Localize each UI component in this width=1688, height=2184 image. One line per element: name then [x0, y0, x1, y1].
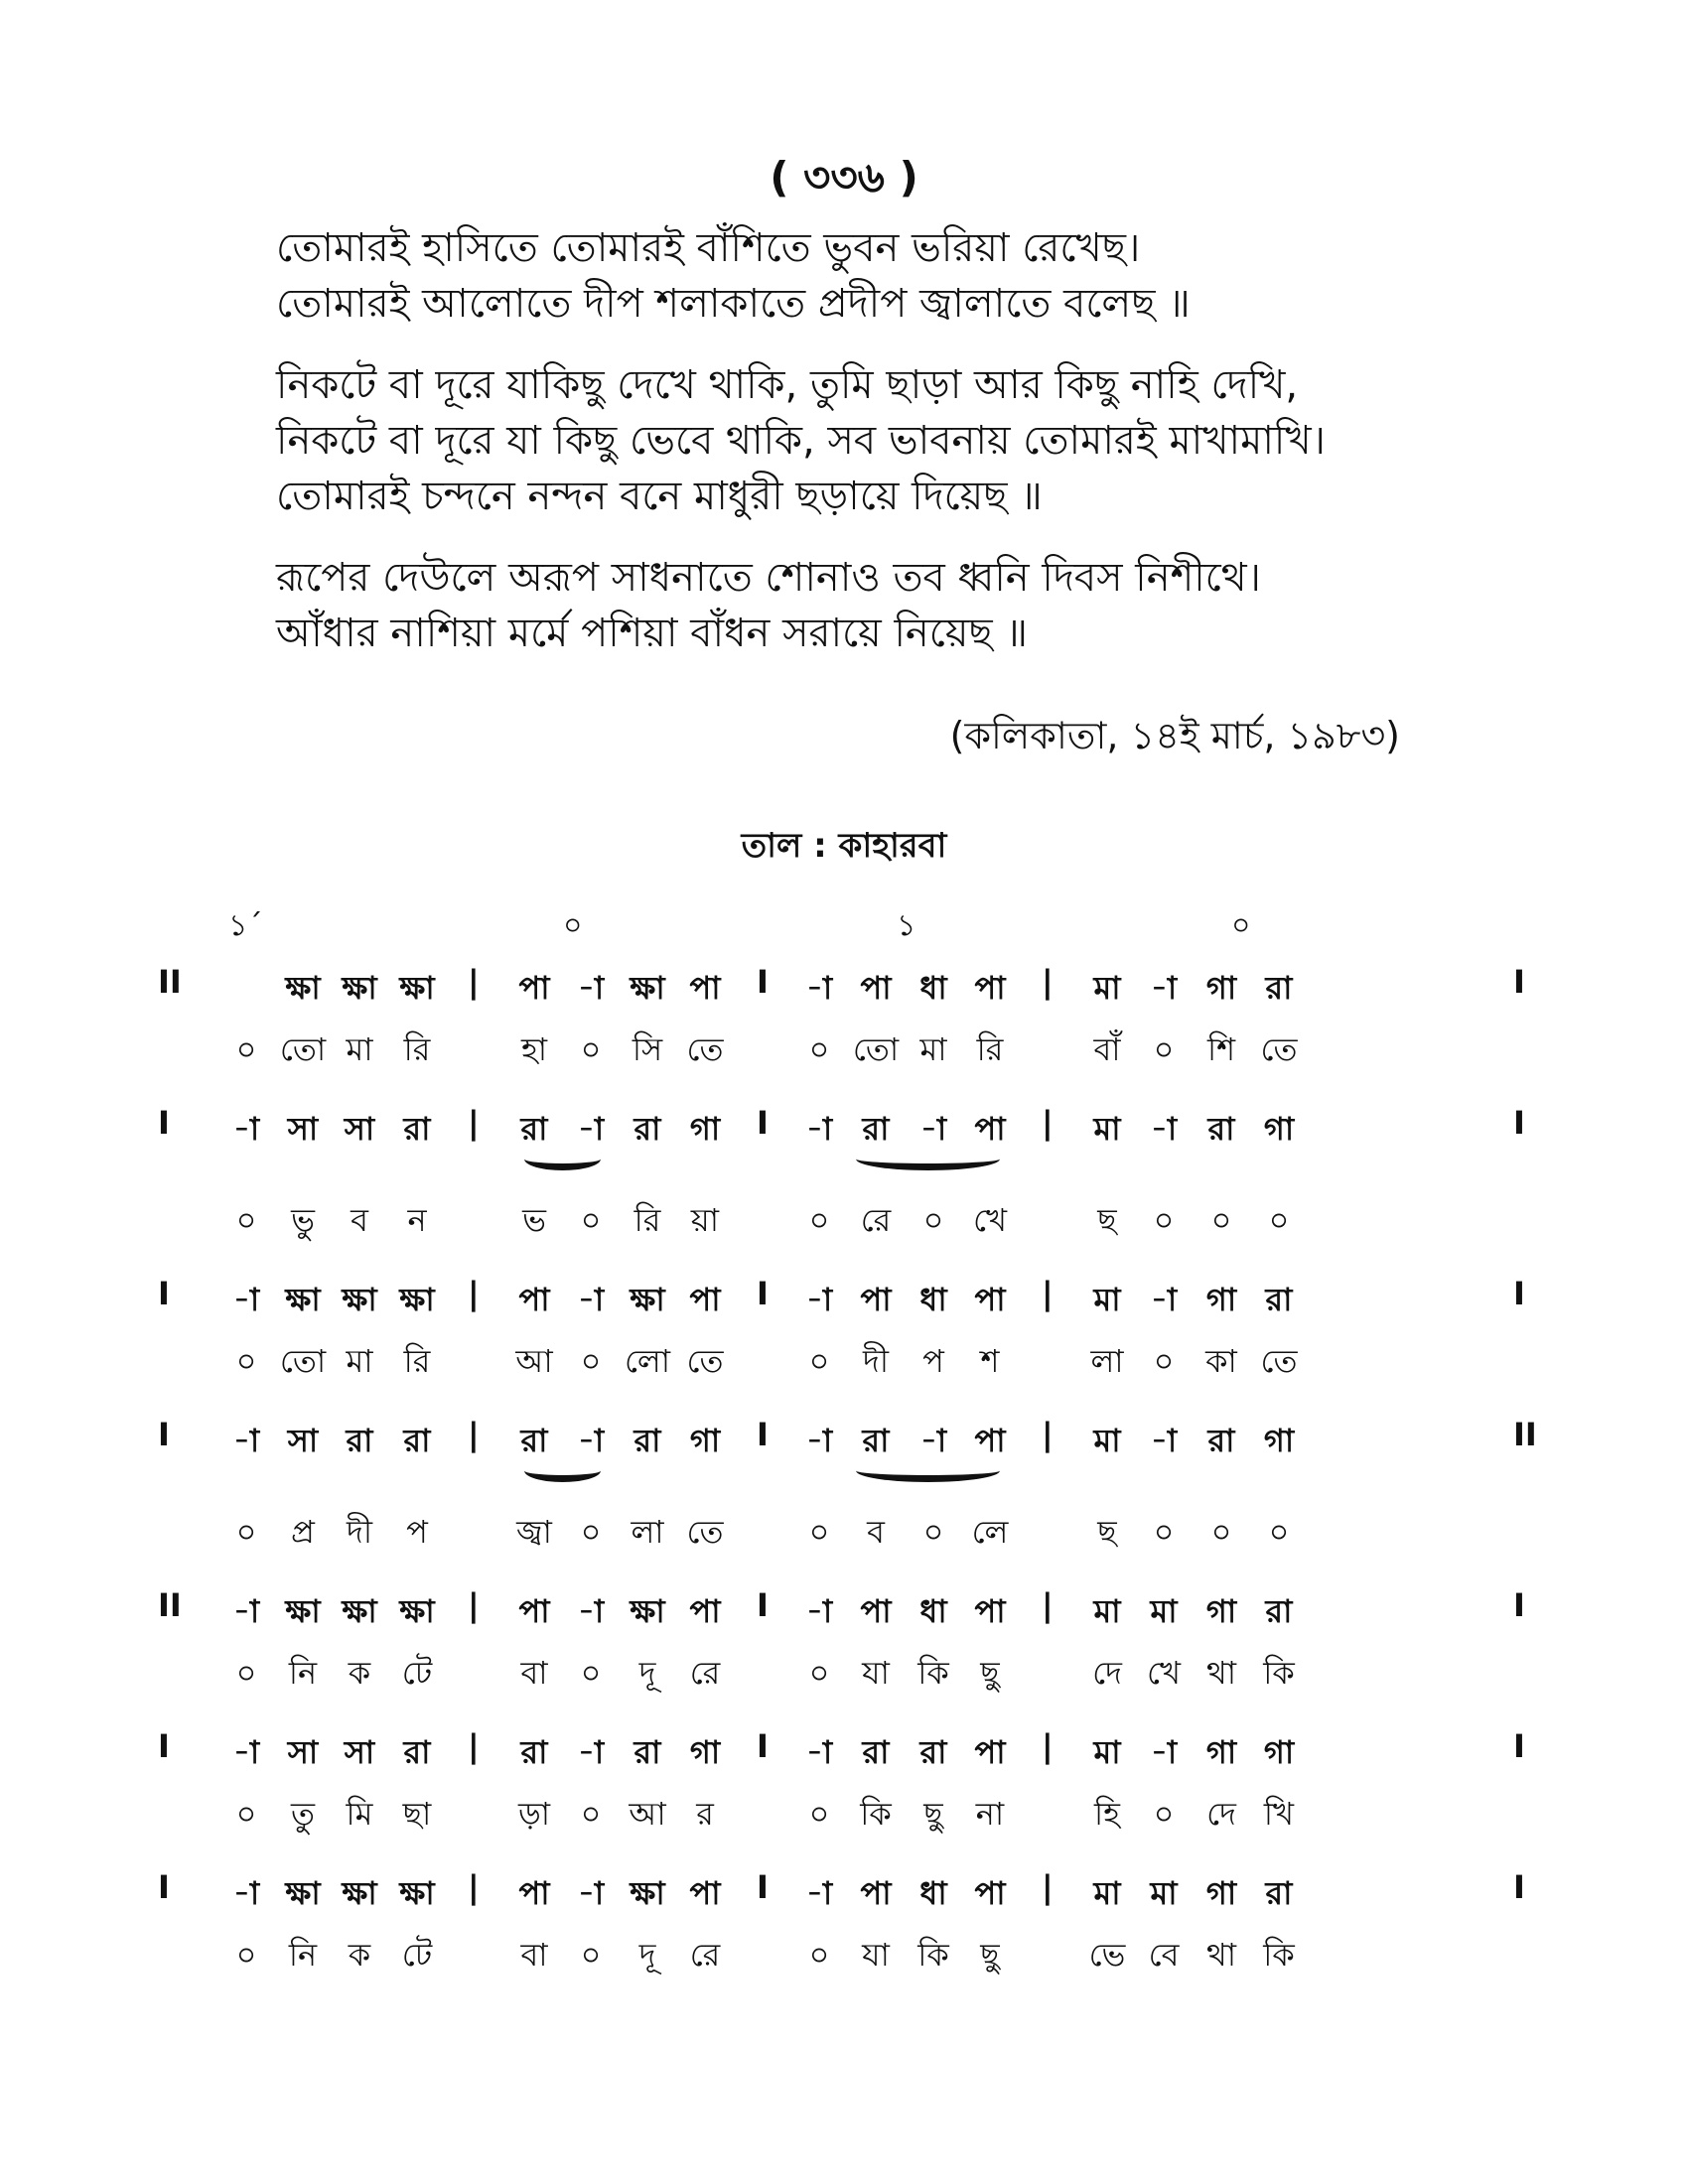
syllable-cell: রি: [976, 1030, 1004, 1068]
syllable-cell: ব: [867, 1513, 885, 1551]
lyrics-block: [276, 220, 1547, 687]
note-cell: পা: [689, 969, 721, 1007]
syllable-cell: ছ: [1097, 1201, 1117, 1239]
slur-mark: [524, 1459, 601, 1482]
syllable-cell: ০: [808, 1342, 830, 1380]
syllable-cell: প্র: [291, 1513, 315, 1551]
swara-row: [0, 1275, 1688, 1336]
word-row: [0, 1789, 1688, 1850]
swara-row: [0, 1416, 1688, 1507]
syllable-cell: সি: [632, 1030, 663, 1068]
note-cell: পা: [974, 1733, 1006, 1771]
note-cell: মা: [1150, 1874, 1178, 1912]
syllable-cell: বাঁ: [1093, 1030, 1121, 1068]
barline-left: I: [158, 1416, 170, 1453]
syllable-cell: রি: [633, 1201, 661, 1239]
syllable-cell: ০: [580, 1936, 602, 1974]
note-cell: মা: [1150, 1592, 1178, 1630]
syllable-cell: রি: [403, 1030, 431, 1068]
note-cell: -া: [232, 1733, 260, 1771]
syllable-cell: ০: [1153, 1030, 1175, 1068]
note-cell: ক্ষা: [630, 1874, 665, 1912]
note-cell: রা: [862, 1422, 890, 1459]
barline-left: II: [158, 963, 182, 1001]
note-cell: ক্ষা: [285, 1281, 321, 1318]
slur-mark: [856, 1148, 1000, 1170]
barline-right: I: [1513, 963, 1525, 1001]
division-bar: |: [1042, 1104, 1054, 1142]
syllable-cell: রে: [689, 1936, 721, 1974]
syllable-cell: ০: [235, 1936, 257, 1974]
lyric-line: তোমারই চন্দনে নন্দন বনে মাধুরী ছড়ায়ে দিয়েছ ॥: [276, 474, 1043, 519]
syllable-cell: ০: [808, 1654, 830, 1692]
syllable-cell: দূ: [638, 1654, 656, 1692]
barline-right: I: [1513, 1586, 1525, 1624]
slur-mark: [524, 1148, 601, 1170]
note-cell: ক্ষা: [399, 1281, 435, 1318]
note-cell: রা: [520, 1110, 548, 1148]
syllable-cell: দে: [1092, 1654, 1122, 1692]
beat-mark: ০: [563, 908, 583, 943]
note-cell: রা: [1265, 1874, 1293, 1912]
syllable-cell: ০: [580, 1513, 602, 1551]
syllable-cell: মা: [919, 1030, 947, 1068]
lyric-line: তোমারই হাসিতে তোমারই বাঁশিতে ভুবন ভরিয়া রেখেছ।: [276, 225, 1141, 271]
syllable-cell: দী: [863, 1342, 889, 1380]
note-cell: -া: [232, 1592, 260, 1630]
note-cell: -া: [1150, 969, 1178, 1007]
lyric-line: নিকটে বা দূরে যাকিছু দেখে থাকি, তুমি ছাড়া আর কিছু নাহি দেখি,: [276, 362, 1299, 408]
word-row: [0, 1024, 1688, 1086]
barline-right: I: [1513, 1275, 1525, 1312]
note-cell: ক্ষা: [285, 1592, 321, 1630]
note-cell: মা: [1093, 1592, 1121, 1630]
syllable-cell: ০: [808, 1030, 830, 1068]
syllable-cell: বে: [1148, 1936, 1180, 1974]
word-row: [0, 1507, 1688, 1569]
barline-left: I: [158, 1868, 170, 1906]
syllable-cell: ০: [580, 1795, 602, 1833]
swara-row: [0, 1586, 1688, 1648]
syllable-cell: রি: [403, 1342, 431, 1380]
dateline: (কলিকাতা, ১৪ই মার্চ, ১৯৮৩): [949, 714, 1400, 757]
note-cell: ক্ষা: [399, 1874, 435, 1912]
note-cell: -া: [1150, 1110, 1178, 1148]
note-cell: গা: [1263, 1733, 1295, 1771]
syllable-cell: ০: [922, 1513, 944, 1551]
syllable-cell: ০: [1153, 1342, 1175, 1380]
barline-left: II: [158, 1586, 182, 1624]
note-cell: রা: [1265, 1281, 1293, 1318]
note-cell: -া: [805, 1422, 833, 1459]
syllable-cell: প: [922, 1342, 944, 1380]
note-cell: ধা: [919, 1281, 947, 1318]
note-cell: সা: [344, 1733, 375, 1771]
note-cell: পা: [518, 1874, 550, 1912]
word-row: [0, 1195, 1688, 1257]
taal-heading: তাল : কাহারবা: [741, 826, 947, 866]
word-row: [0, 1648, 1688, 1709]
swara-row: [0, 1727, 1688, 1789]
note-cell: -া: [805, 1592, 833, 1630]
syllable-cell: টে: [401, 1936, 433, 1974]
barline-right: I: [1513, 1727, 1525, 1765]
syllable-cell: লা: [631, 1513, 664, 1551]
syllable-cell: ০: [1153, 1201, 1175, 1239]
note-cell: ক্ষা: [630, 969, 665, 1007]
lyric-line: আঁধার নাশিয়া মর্মে পশিয়া বাঁধন সরায়ে নিয়েছ ॥: [276, 611, 1028, 656]
syllable-cell: রে: [860, 1201, 892, 1239]
note-cell: ক্ষা: [285, 969, 321, 1007]
syllable-cell: ০: [1153, 1795, 1175, 1833]
note-cell: রা: [520, 1422, 548, 1459]
syllable-cell: আ: [515, 1342, 553, 1380]
syllable-cell: ক: [348, 1654, 371, 1692]
note-cell: -া: [805, 969, 833, 1007]
division-bar: I: [757, 1727, 769, 1765]
lyric-line: রূপের দেউলে অরূপ সাধনাতে শোনাও তব ধ্বনি দিবস নিশীথে।: [276, 555, 1261, 601]
syllable-cell: তে: [686, 1030, 724, 1068]
barline-left: I: [158, 1727, 170, 1765]
note-cell: -া: [919, 1422, 947, 1459]
note-cell: মা: [1093, 1110, 1121, 1148]
syllable-cell: তো: [852, 1030, 900, 1068]
syllable-cell: তে: [686, 1342, 724, 1380]
syllable-cell: টে: [401, 1654, 433, 1692]
note-cell: গা: [689, 1110, 721, 1148]
syllable-cell: ০: [1268, 1201, 1290, 1239]
note-cell: পা: [860, 1592, 892, 1630]
syllable-cell: তে: [686, 1513, 724, 1551]
note-cell: রা: [633, 1733, 661, 1771]
note-cell: পা: [974, 1422, 1006, 1459]
swara-row: [0, 1104, 1688, 1195]
note-cell: -া: [232, 1874, 260, 1912]
note-cell: রা: [919, 1733, 947, 1771]
swara-row: [0, 1868, 1688, 1930]
syllable-cell: কি: [1263, 1936, 1295, 1974]
notation-table: [0, 963, 1688, 2009]
division-bar: |: [468, 1104, 480, 1142]
syllable-cell: বা: [520, 1654, 548, 1692]
note-cell: রা: [1207, 1110, 1235, 1148]
lyric-stanza: [276, 550, 1547, 661]
syllable-cell: য়া: [690, 1201, 720, 1239]
note-cell: -া: [577, 1422, 605, 1459]
note-cell: রা: [520, 1733, 548, 1771]
syllable-cell: তো: [279, 1030, 327, 1068]
division-bar: I: [757, 1416, 769, 1453]
division-bar: I: [757, 1104, 769, 1142]
syllable-cell: বা: [520, 1936, 548, 1974]
syllable-cell: থা: [1205, 1936, 1236, 1974]
lyric-stanza: [276, 357, 1547, 524]
note-cell: মা: [1093, 1422, 1121, 1459]
note-cell: রা: [862, 1110, 890, 1148]
syllable-cell: ০: [235, 1513, 257, 1551]
note-cell: পা: [974, 1281, 1006, 1318]
syllable-cell: মা: [346, 1030, 373, 1068]
note-cell: -া: [577, 1110, 605, 1148]
syllable-cell: তে: [1260, 1030, 1298, 1068]
note-cell: ক্ষা: [342, 969, 377, 1007]
note-cell: রা: [862, 1733, 890, 1771]
note-cell: রা: [346, 1422, 373, 1459]
note-cell: ক্ষা: [342, 1281, 377, 1318]
note-cell: -া: [232, 1422, 260, 1459]
syllable-cell: থা: [1205, 1654, 1236, 1692]
syllable-cell: ভে: [1088, 1936, 1126, 1974]
syllable-cell: লে: [971, 1513, 1009, 1551]
note-cell: -া: [232, 1281, 260, 1318]
syllable-cell: লো: [624, 1342, 671, 1380]
syllable-cell: ছ: [1097, 1513, 1117, 1551]
division-bar: I: [757, 1868, 769, 1906]
swara-row: [0, 963, 1688, 1024]
division-bar: |: [1042, 1275, 1054, 1312]
syllable-cell: ০: [580, 1342, 602, 1380]
note-cell: গা: [689, 1733, 721, 1771]
division-bar: |: [468, 1275, 480, 1312]
note-cell: গা: [1205, 1733, 1237, 1771]
note-cell: ক্ষা: [630, 1592, 665, 1630]
syllable-cell: না: [975, 1795, 1005, 1833]
syllable-cell: আ: [629, 1795, 666, 1833]
division-bar: |: [468, 1727, 480, 1765]
syllable-cell: খে: [973, 1201, 1007, 1239]
syllable-cell: র: [696, 1795, 714, 1833]
note-cell: রা: [403, 1422, 431, 1459]
note-cell: গা: [1205, 1281, 1237, 1318]
note-cell: পা: [518, 1281, 550, 1318]
note-cell: পা: [689, 1281, 721, 1318]
syllable-cell: ০: [808, 1936, 830, 1974]
syllable-cell: দূ: [638, 1936, 656, 1974]
syllable-cell: কি: [917, 1654, 949, 1692]
division-bar: |: [468, 1416, 480, 1453]
syllable-cell: ছা: [402, 1795, 432, 1833]
note-cell: -া: [577, 1733, 605, 1771]
note-cell: পা: [974, 1874, 1006, 1912]
syllable-cell: ছু: [980, 1936, 1000, 1974]
syllable-cell: ০: [1153, 1513, 1175, 1551]
note-cell: -া: [805, 1874, 833, 1912]
division-bar: |: [1042, 963, 1054, 1001]
note-cell: -া: [577, 1874, 605, 1912]
note-cell: রা: [1265, 1592, 1293, 1630]
syllable-cell: নি: [288, 1936, 318, 1974]
syllable-cell: ০: [580, 1654, 602, 1692]
note-cell: -া: [805, 1733, 833, 1771]
syllable-cell: তু: [290, 1795, 315, 1833]
syllable-cell: ছু: [980, 1654, 1000, 1692]
note-cell: মা: [1093, 1733, 1121, 1771]
note-cell: -া: [919, 1110, 947, 1148]
syllable-cell: খে: [1147, 1654, 1181, 1692]
syllable-cell: ক: [348, 1936, 371, 1974]
note-cell: ক্ষা: [630, 1281, 665, 1318]
page-number: ( ৩৩৬ ): [770, 153, 918, 202]
beat-marks: [0, 901, 1688, 941]
note-cell: ক্ষা: [399, 969, 435, 1007]
lyric-stanza: [276, 220, 1547, 332]
syllable-cell: ০: [235, 1795, 257, 1833]
syllable-cell: ন: [407, 1201, 427, 1239]
syllable-cell: ০: [580, 1201, 602, 1239]
lyric-line: তোমারই আলোতে দীপ শলাকাতে প্রদীপ জ্বালাতে বলেছ ॥: [276, 281, 1191, 327]
division-bar: |: [468, 963, 480, 1001]
note-cell: পা: [689, 1874, 721, 1912]
division-bar: |: [1042, 1416, 1054, 1453]
syllable-cell: যা: [862, 1654, 890, 1692]
note-cell: রা: [633, 1110, 661, 1148]
syllable-cell: ০: [808, 1513, 830, 1551]
syllable-cell: ০: [808, 1201, 830, 1239]
syllable-cell: ০: [922, 1201, 944, 1239]
syllable-cell: ০: [235, 1342, 257, 1380]
barline-right: II: [1513, 1416, 1537, 1453]
syllable-cell: কা: [1205, 1342, 1237, 1380]
note-cell: সা: [344, 1110, 375, 1148]
syllable-cell: মা: [346, 1342, 373, 1380]
syllable-cell: খি: [1263, 1795, 1295, 1833]
barline-right: I: [1513, 1868, 1525, 1906]
note-cell: সা: [287, 1733, 319, 1771]
syllable-cell: ০: [580, 1030, 602, 1068]
syllable-cell: ভ: [522, 1201, 546, 1239]
note-cell: পা: [689, 1592, 721, 1630]
note-cell: -া: [232, 1110, 260, 1148]
note-cell: রা: [633, 1422, 661, 1459]
note-cell: ক্ষা: [399, 1592, 435, 1630]
note-cell: মা: [1093, 969, 1121, 1007]
division-bar: I: [757, 1586, 769, 1624]
beat-mark: ১´: [228, 908, 263, 943]
note-cell: পা: [860, 1281, 892, 1318]
word-row: [0, 1930, 1688, 1991]
note-cell: ক্ষা: [342, 1874, 377, 1912]
syllable-cell: দে: [1206, 1795, 1236, 1833]
syllable-cell: তো: [279, 1342, 327, 1380]
syllable-cell: ০: [235, 1030, 257, 1068]
syllable-cell: ভু: [291, 1201, 315, 1239]
barline-left: I: [158, 1104, 170, 1142]
note-cell: রা: [403, 1110, 431, 1148]
note-cell: -া: [577, 969, 605, 1007]
note-cell: গা: [1263, 1422, 1295, 1459]
note-cell: পা: [518, 969, 550, 1007]
syllable-cell: হা: [520, 1030, 548, 1068]
word-row: [0, 1336, 1688, 1398]
syllable-cell: রে: [689, 1654, 721, 1692]
syllable-cell: মি: [346, 1795, 373, 1833]
syllable-cell: শি: [1206, 1030, 1236, 1068]
syllable-cell: কি: [917, 1936, 949, 1974]
syllable-cell: ০: [1210, 1513, 1232, 1551]
note-cell: রা: [403, 1733, 431, 1771]
note-cell: -া: [1150, 1281, 1178, 1318]
syllable-cell: কি: [860, 1795, 892, 1833]
barline-right: I: [1513, 1104, 1525, 1142]
note-cell: পা: [860, 969, 892, 1007]
note-cell: মা: [1093, 1874, 1121, 1912]
note-cell: পা: [974, 1110, 1006, 1148]
note-cell: সা: [287, 1110, 319, 1148]
syllable-cell: নি: [288, 1654, 318, 1692]
note-cell: ক্ষা: [342, 1592, 377, 1630]
syllable-cell: ড়া: [517, 1795, 551, 1833]
syllable-cell: ব: [351, 1201, 368, 1239]
beat-mark: ১: [897, 908, 916, 943]
note-cell: পা: [974, 969, 1006, 1007]
syllable-cell: ০: [808, 1795, 830, 1833]
syllable-cell: হি: [1094, 1795, 1120, 1833]
syllable-cell: যা: [862, 1936, 890, 1974]
division-bar: |: [1042, 1868, 1054, 1906]
beat-mark: ০: [1231, 908, 1251, 943]
note-cell: গা: [1205, 1592, 1237, 1630]
note-cell: -া: [577, 1592, 605, 1630]
division-bar: |: [468, 1868, 480, 1906]
syllable-cell: শ: [980, 1342, 1000, 1380]
syllable-cell: ০: [1210, 1201, 1232, 1239]
note-cell: গা: [1205, 1874, 1237, 1912]
barline-left: I: [158, 1275, 170, 1312]
division-bar: I: [757, 963, 769, 1001]
division-bar: |: [1042, 1586, 1054, 1624]
syllable-cell: লা: [1090, 1342, 1124, 1380]
slur-mark: [856, 1459, 1000, 1482]
syllable-cell: প: [406, 1513, 428, 1551]
note-cell: পা: [974, 1592, 1006, 1630]
syllable-cell: তে: [1260, 1342, 1298, 1380]
note-cell: ক্ষা: [285, 1874, 321, 1912]
note-cell: -া: [577, 1281, 605, 1318]
note-cell: -া: [805, 1281, 833, 1318]
syllable-cell: দী: [347, 1513, 372, 1551]
note-cell: পা: [518, 1592, 550, 1630]
syllable-cell: ০: [235, 1654, 257, 1692]
note-cell: ধা: [919, 1592, 947, 1630]
note-cell: রা: [1207, 1422, 1235, 1459]
note-cell: পা: [860, 1874, 892, 1912]
syllable-cell: ০: [235, 1201, 257, 1239]
note-cell: মা: [1093, 1281, 1121, 1318]
syllable-cell: জ্বা: [516, 1513, 552, 1551]
syllable-cell: ০: [1268, 1513, 1290, 1551]
lyric-line: নিকটে বা দূরে যা কিছু ভেবে থাকি, সব ভাবনায় তোমারই মাখামাখি।: [276, 418, 1326, 464]
note-cell: ধা: [919, 969, 947, 1007]
note-cell: -া: [1150, 1422, 1178, 1459]
note-cell: গা: [689, 1422, 721, 1459]
division-bar: |: [468, 1586, 480, 1624]
note-cell: সা: [287, 1422, 319, 1459]
note-cell: গা: [1205, 969, 1237, 1007]
note-cell: -া: [805, 1110, 833, 1148]
syllable-cell: ছু: [923, 1795, 943, 1833]
division-bar: |: [1042, 1727, 1054, 1765]
syllable-cell: কি: [1263, 1654, 1295, 1692]
note-cell: রা: [1265, 969, 1293, 1007]
division-bar: I: [757, 1275, 769, 1312]
note-cell: ধা: [919, 1874, 947, 1912]
note-cell: -া: [1150, 1733, 1178, 1771]
note-cell: গা: [1263, 1110, 1295, 1148]
